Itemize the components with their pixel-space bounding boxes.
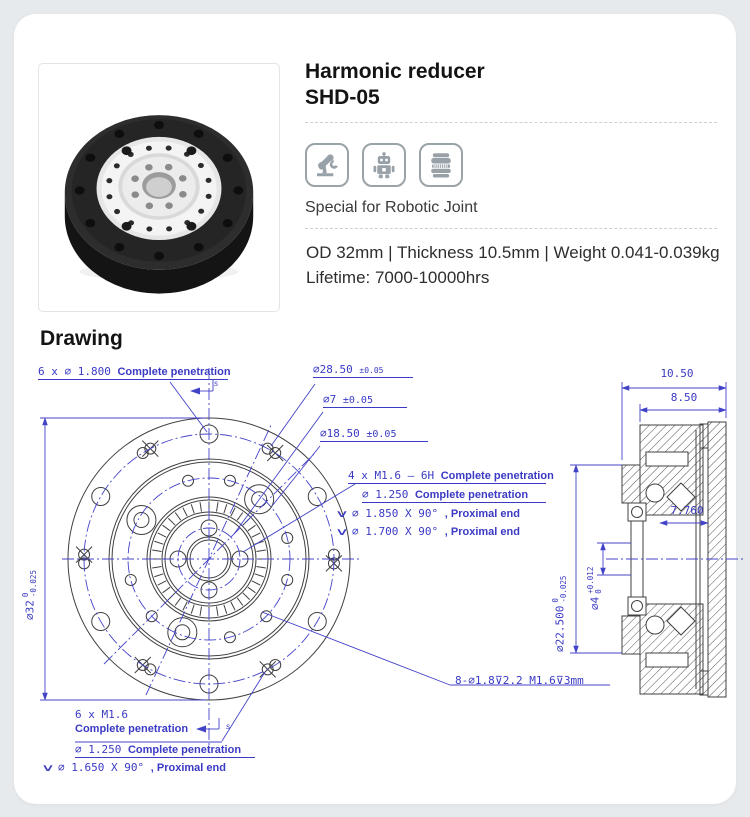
chamfer-symbol: ∨ xyxy=(335,509,349,520)
annotation-dia-7: ⌀7 ±0.05 xyxy=(323,394,407,408)
dim-width-total: 10.50 xyxy=(660,367,694,380)
dim-dia-hub: ⌀22.500 0 -0.025 xyxy=(551,575,569,652)
reducer-stack-icon xyxy=(419,143,463,187)
divider-specs xyxy=(305,228,717,229)
annotation-od-32: ⌀32 0 -0.025 xyxy=(21,570,39,620)
feature-icons xyxy=(305,143,463,187)
tagline: Special for Robotic Joint xyxy=(305,199,478,216)
annotation-chamfer-1-700: ∨ ⌀ 1.700 X 90° , Proximal end xyxy=(335,525,520,538)
robot-icon xyxy=(362,143,406,187)
annotation-dia-28-50: ⌀28.50 ±0.05 xyxy=(313,364,413,378)
chamfer-symbol: ∨ xyxy=(335,527,349,538)
page-title-line1: Harmonic reducer xyxy=(305,60,485,83)
annotation-tap-6x-line2: Complete penetration xyxy=(75,723,189,735)
product-photo xyxy=(38,63,280,312)
technical-drawing xyxy=(10,360,745,805)
annotation-tap-6x-line1: 6 x M1.6 xyxy=(75,708,128,721)
dim-width-body: 8.50 xyxy=(670,391,698,404)
divider-top xyxy=(305,122,717,123)
annotation-pilot2-1-250: ⌀ 1.250 Complete penetration xyxy=(75,744,255,758)
specs-line1: OD 32mm | Thickness 10.5mm | Weight 0.041-0.039kg xyxy=(306,243,720,262)
annotation-holes-6x: 6 x ⌀ 1.800 Complete penetration xyxy=(38,366,228,380)
specs-line2: Lifetime: 7000-10000hrs xyxy=(306,268,490,287)
annotation-dia-18-50: ⌀18.50 ±0.05 xyxy=(320,428,428,442)
page-title-line2: SHD-05 xyxy=(305,86,380,109)
section-letter-top: s xyxy=(214,379,218,388)
annotation-chamfer-1-650: ∨ ⌀ 1.650 X 90° , Proximal end xyxy=(41,761,226,774)
annotation-tap-4x: 4 x M1.6 – 6H Complete penetration xyxy=(348,470,546,484)
product-photo-svg xyxy=(39,65,279,310)
drawing-heading: Drawing xyxy=(40,327,123,350)
annotation-pilot-1-250: ⌀ 1.250 Complete penetration xyxy=(362,489,546,503)
dim-dia-bore: ⌀4 +0.012 0 xyxy=(586,566,604,610)
annotation-counterbore-8x: 8-⌀1.8⊽2.2 M1.6⊽3mm xyxy=(455,674,584,687)
robotic-arm-icon xyxy=(305,143,349,187)
annotation-chamfer-1-850: ∨ ⌀ 1.850 X 90° , Proximal end xyxy=(335,507,520,520)
section-letter-bottom: s xyxy=(226,722,230,731)
dim-depth-inner: 7.760 xyxy=(670,504,704,517)
chamfer-symbol: ∨ xyxy=(41,763,55,774)
